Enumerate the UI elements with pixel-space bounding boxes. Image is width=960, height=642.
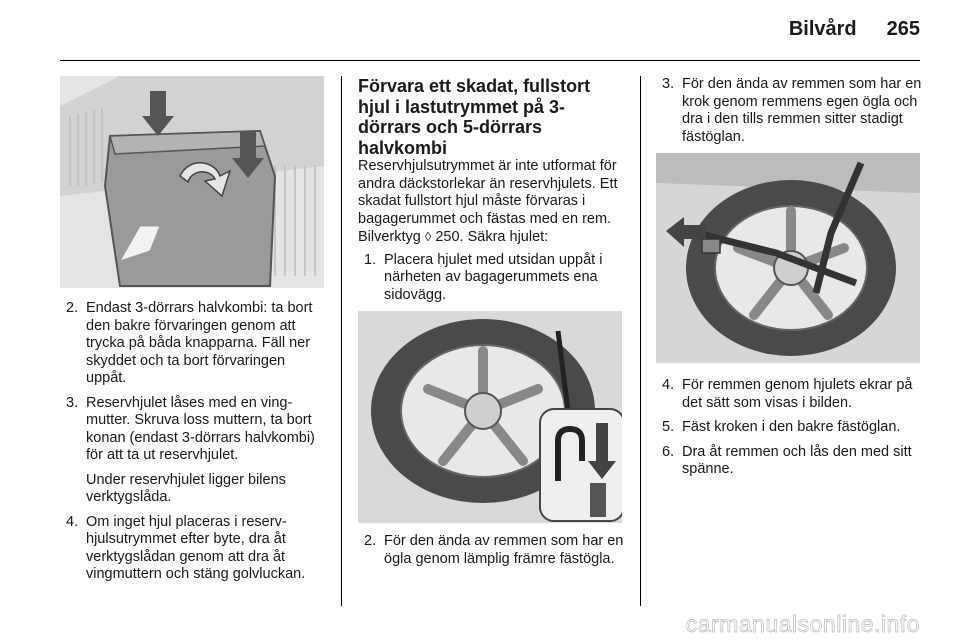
column-divider <box>640 76 641 606</box>
strap-through-wheel-figure <box>656 153 920 363</box>
list-item: 6. Dra åt remmen och lås den med sitt spänne. <box>662 443 912 477</box>
list-item: 1. Placera hjulet med utsidan uppåt i närheten av bagagerummets ena sidovägg. <box>364 251 603 303</box>
section-title: Bilvård <box>788 18 857 40</box>
column-1 <box>60 76 326 591</box>
section-heading: Förvara ett skadat, fullstort hjul i lastutrymmet på 3-dörrars och 5-dörrars halvkombi <box>358 76 591 158</box>
list-item: 4. För remmen genom hjulets ekrar på det sätt som visas i bilden. <box>662 377 913 411</box>
wheel-in-trunk-figure <box>358 311 622 523</box>
list-item: 3. Reservhjulet låses med en vingmutter. Skruva loss muttern, ta bort konan (endast 3-dörrars halvkombi) för att ta ut reservhjulet. Under reservhjulet ligger bilens verktygslåda. <box>66 394 315 505</box>
list-item: 4. Om inget hjul placeras i reservhjulsutrymmet efter byte, dra åt verktygslådan genom att dra åt vingmuttern och stäng golvluckan. <box>66 513 306 582</box>
column-3 <box>656 76 922 486</box>
page-number: 265 <box>886 18 920 40</box>
watermark: carmanualsonline.info <box>685 611 920 637</box>
intro-paragraph: Reservhjulsutrymmet är inte utformat för andra däckstorlekar än reservhjulets. Ett skadat fullstort hjul måste förvaras i bagagerummet och fästas med en rem. Bilverktyg ◊ 250. Säkra hjulet: <box>358 158 618 245</box>
list-item: 2. För den ända av remmen som har en ögla genom lämplig främre fästögla. <box>364 533 624 567</box>
column-divider <box>341 76 342 606</box>
column-2 <box>358 76 624 575</box>
list-item: 5. Fäst kroken i den bakre fästöglan. <box>662 419 901 435</box>
reference-arrow-icon: ◊ <box>424 229 432 244</box>
header-rule <box>60 60 920 61</box>
page-header <box>789 18 920 48</box>
list-item: 3. För den ända av remmen som har en krok genom remmens egen ögla och dra i den tills remmen sitter stadigt fästöglan. <box>662 76 922 145</box>
list-item: 2. Endast 3-dörrars halvkombi: ta bort den bakre förvaringen genom att trycka på båda knapparna. Fäll ner skyddet och ta bort förvaringen uppåt. <box>66 300 313 386</box>
rear-storage-figure <box>60 76 324 288</box>
